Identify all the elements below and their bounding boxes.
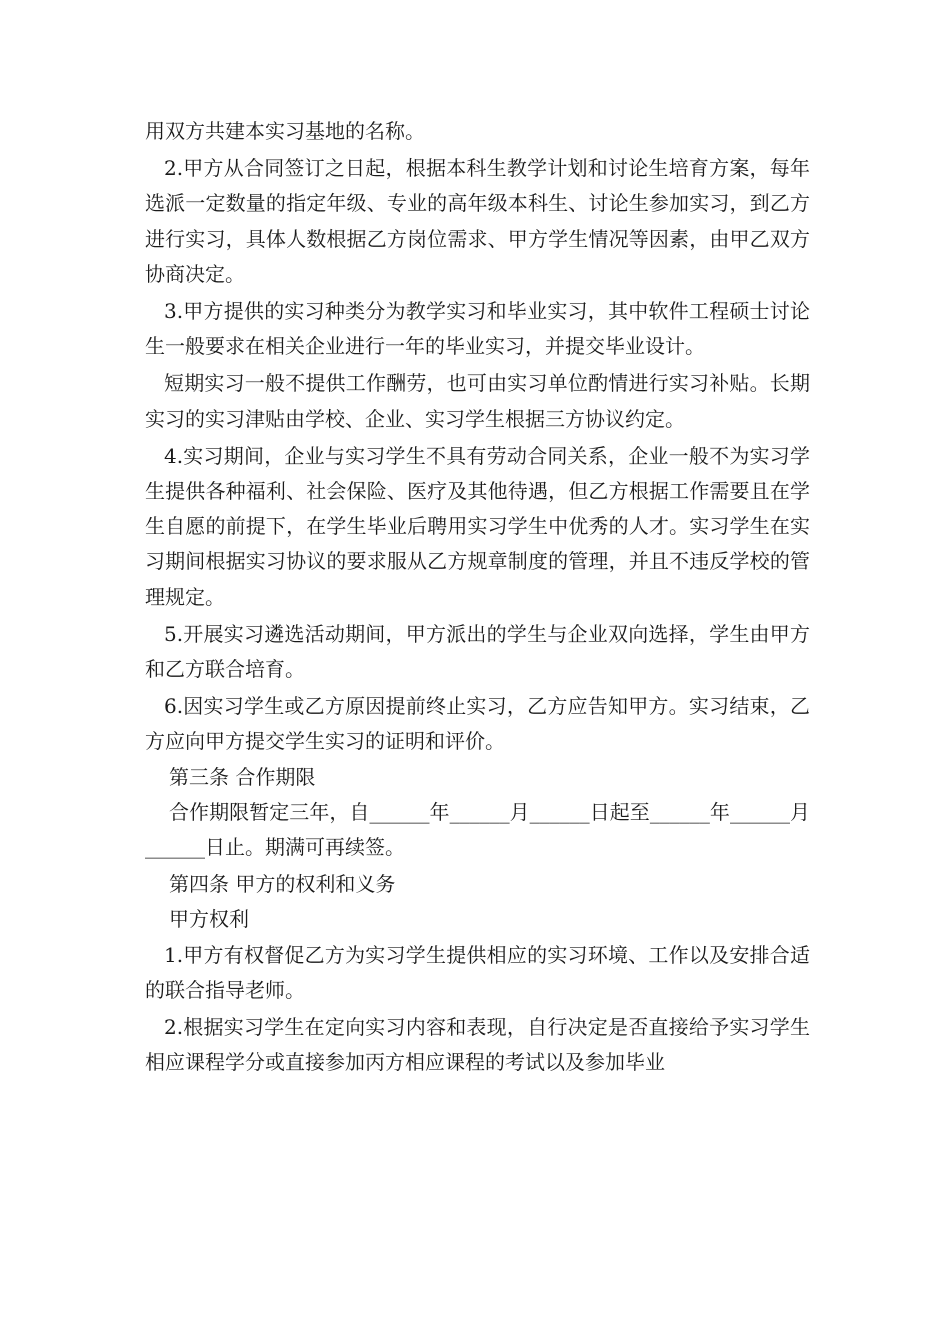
paragraph-item-2: 2.甲方从合同签订之日起，根据本科生教学计划和讨论生培育方案，每年选派一定数量的指定年级、专业的高年级本科生、讨论生参加实习，到乙方进行实习，具体人数根据乙方岗位需求、甲方学生情况等因素，由甲乙双方协商决定。	[145, 156, 810, 286]
paragraph-continuation: 用双方共建本实习基地的名称。	[145, 119, 425, 143]
section-heading-article-4: 第四条 甲方的权利和义务	[169, 872, 396, 897]
section-heading-article-3: 第三条 合作期限	[169, 764, 316, 789]
paragraph-rights-item-2: 2.根据实习学生在定向实习内容和表现，自行决定是否直接给予实习学生相应课程学分或直接参加丙方相应课程的考试以及参加毕业	[145, 1015, 810, 1075]
paragraph-short-term-internship: 短期实习一般不提供工作酬劳，也可由实习单位酌情进行实习补贴。长期实习的实习津贴由学校、企业、实习学生根据三方协议约定。	[145, 371, 810, 431]
paragraph-item-3: 3.甲方提供的实习种类分为教学实习和毕业实习，其中软件工程硕士讨论生一般要求在相关企业进行一年的毕业实习，并提交毕业设计。	[145, 299, 810, 359]
paragraph-item-4: 4.实习期间，企业与实习学生不具有劳动合同关系，企业一般不为实习学生提供各种福利、社会保险、医疗及其他待遇，但乙方根据工作需要且在学生自愿的前提下，在学生毕业后聘用实习学生中优秀的人才。实习学生在实习期间根据实习协议的要求服从乙方规章制度的管理，并且不违反学校的管理规定。	[145, 443, 810, 609]
paragraph-item-5: 5.开展实习遴选活动期间，甲方派出的学生与企业双向选择，学生由甲方和乙方联合培育。	[145, 621, 810, 682]
paragraph-item-6: 6.因实习学生或乙方原因提前终止实习，乙方应告知甲方。实习结束，乙方应向甲方提交学生实习的证明和评价。	[145, 694, 810, 754]
subheading-party-a-rights: 甲方权利	[169, 907, 249, 932]
paragraph-cooperation-term: 合作期限暂定三年，自______年______月______日起至______年______月______日止。期满可再续签。	[145, 799, 810, 860]
document-body	[145, 114, 810, 1080]
paragraph-rights-item-1: 1.甲方有权督促乙方为实习学生提供相应的实习环境、工作以及安排合适的联合指导老师。	[145, 942, 810, 1002]
